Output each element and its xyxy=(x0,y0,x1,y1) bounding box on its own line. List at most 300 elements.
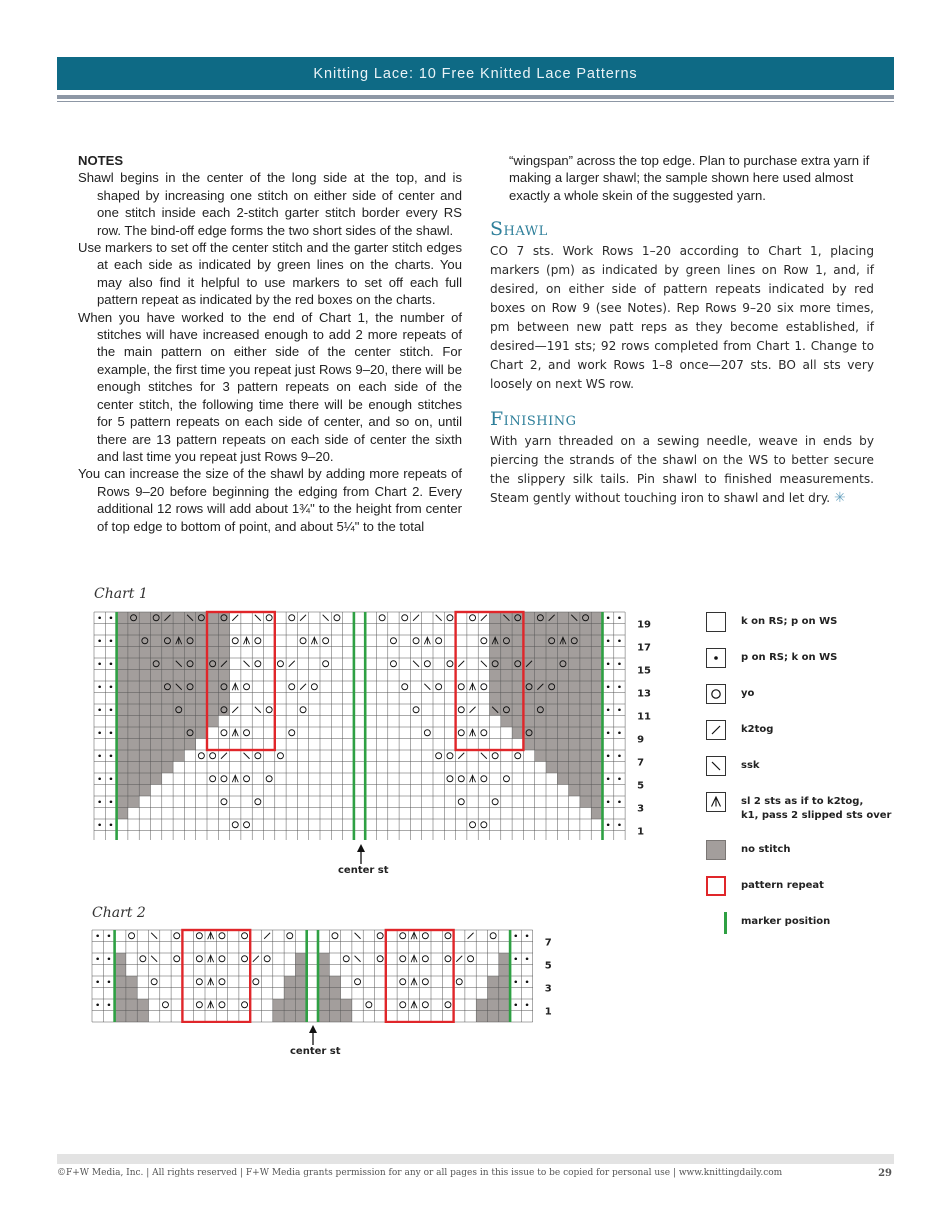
no-stitch-cell xyxy=(329,999,340,1011)
no-stitch-cell xyxy=(139,716,150,728)
no-stitch-cell xyxy=(151,647,162,659)
row-number-label: 13 xyxy=(637,688,652,700)
no-stitch-cell xyxy=(117,727,128,739)
purl-dot-icon xyxy=(706,648,726,668)
no-stitch-cell xyxy=(128,612,139,624)
no-stitch-cell xyxy=(569,704,580,716)
no-stitch-cell xyxy=(173,716,184,728)
no-stitch-cell xyxy=(139,693,150,705)
row-number-label: 19 xyxy=(637,619,652,631)
no-stitch-cell xyxy=(184,693,195,705)
no-stitch-cell xyxy=(488,976,499,988)
purl-dot-symbol xyxy=(110,708,113,711)
purl-dot-symbol xyxy=(607,731,610,734)
purl-dot-symbol xyxy=(526,957,529,960)
instructions-column xyxy=(490,152,874,508)
no-stitch-cell xyxy=(546,704,557,716)
no-stitch-cell xyxy=(115,1011,126,1023)
no-stitch-cell xyxy=(151,693,162,705)
knit-symbol-icon xyxy=(706,612,726,632)
purl-dot-symbol xyxy=(607,823,610,826)
legend-label xyxy=(741,795,891,823)
no-stitch-cell xyxy=(490,647,501,659)
no-stitch-cell xyxy=(151,670,162,682)
marker-line-icon xyxy=(724,912,727,934)
no-stitch-cell xyxy=(546,658,557,670)
no-stitch-cell xyxy=(341,999,352,1011)
no-stitch-cell xyxy=(139,647,150,659)
no-stitch-cell xyxy=(128,739,139,751)
purl-dot-symbol xyxy=(110,754,113,757)
no-stitch-cell xyxy=(173,750,184,762)
no-stitch-cell xyxy=(546,647,557,659)
no-stitch-cell xyxy=(295,988,306,1000)
chart2-center-label: center st xyxy=(290,1046,341,1057)
no-stitch-cell xyxy=(580,693,591,705)
no-stitch-cell xyxy=(284,1011,295,1023)
page-number: 29 xyxy=(878,1168,892,1179)
purl-dot-symbol xyxy=(110,731,113,734)
no-stitch-cell xyxy=(499,976,510,988)
no-stitch-cell xyxy=(557,624,568,636)
no-stitch-cell xyxy=(546,670,557,682)
double-decrease-icon xyxy=(706,792,726,812)
no-stitch-cell xyxy=(512,693,523,705)
purl-dot-symbol xyxy=(98,777,101,780)
no-stitch-cell xyxy=(196,681,207,693)
no-stitch-cell xyxy=(569,624,580,636)
no-stitch-cell xyxy=(284,976,295,988)
no-stitch-cell xyxy=(557,762,568,774)
no-stitch-cell xyxy=(184,739,195,751)
no-stitch-cell xyxy=(128,773,139,785)
purl-dot-symbol xyxy=(526,1003,529,1006)
no-stitch-cell xyxy=(207,693,218,705)
no-stitch-cell xyxy=(128,785,139,797)
purl-dot-symbol xyxy=(618,616,621,619)
no-stitch-cell xyxy=(490,612,501,624)
no-stitch-cell xyxy=(117,762,128,774)
no-stitch-cell xyxy=(569,647,580,659)
no-stitch-cell xyxy=(128,658,139,670)
no-stitch-cell xyxy=(273,999,284,1011)
no-stitch-cell xyxy=(128,762,139,774)
no-stitch-cell xyxy=(284,988,295,1000)
legend-label: k on RS; p on WS xyxy=(741,616,838,627)
no-stitch-cell xyxy=(512,681,523,693)
purl-dot-symbol xyxy=(108,980,111,983)
no-stitch-cell xyxy=(196,727,207,739)
no-stitch-cell xyxy=(173,647,184,659)
no-stitch-cell xyxy=(117,612,128,624)
no-stitch-cell xyxy=(591,681,602,693)
no-stitch-cell xyxy=(115,953,126,965)
no-stitch-cell xyxy=(173,727,184,739)
no-stitch-cell xyxy=(151,612,162,624)
purl-dot-symbol xyxy=(607,754,610,757)
no-stitch-cell xyxy=(523,647,534,659)
no-stitch-cell xyxy=(523,716,534,728)
no-stitch-cell xyxy=(523,612,534,624)
no-stitch-cell xyxy=(162,658,173,670)
purl-dot-symbol xyxy=(618,800,621,803)
no-stitch-cell xyxy=(162,716,173,728)
no-stitch-cell xyxy=(196,704,207,716)
no-stitch-cell xyxy=(591,785,602,797)
no-stitch-cell xyxy=(501,716,512,728)
no-stitch-cell xyxy=(173,704,184,716)
no-stitch-cell xyxy=(139,612,150,624)
no-stitch-cell xyxy=(546,681,557,693)
no-stitch-cell xyxy=(546,635,557,647)
no-stitch-cell xyxy=(196,612,207,624)
no-stitch-cell xyxy=(499,953,510,965)
page-header-banner xyxy=(57,57,894,90)
no-stitch-cell xyxy=(117,739,128,751)
purl-dot-symbol xyxy=(98,639,101,642)
no-stitch-cell xyxy=(535,624,546,636)
no-stitch-cell xyxy=(117,808,128,820)
no-stitch-cell xyxy=(501,693,512,705)
no-stitch-cell xyxy=(139,635,150,647)
no-stitch-cell xyxy=(117,647,128,659)
legend-label: marker position xyxy=(741,916,831,927)
purl-dot-symbol xyxy=(110,616,113,619)
no-stitch-cell xyxy=(128,796,139,808)
no-stitch-cell xyxy=(151,727,162,739)
purl-dot-symbol xyxy=(607,662,610,665)
no-stitch-cell xyxy=(117,704,128,716)
no-stitch-cell xyxy=(207,612,218,624)
no-stitch-cell xyxy=(117,658,128,670)
purl-dot-symbol xyxy=(110,662,113,665)
k2tog-icon xyxy=(706,720,726,740)
no-stitch-cell xyxy=(196,635,207,647)
no-stitch-cell xyxy=(580,658,591,670)
no-stitch-cell xyxy=(569,716,580,728)
no-stitch-cell xyxy=(117,670,128,682)
no-stitch-cell xyxy=(151,739,162,751)
no-stitch-cell xyxy=(295,999,306,1011)
purl-dot-symbol xyxy=(607,685,610,688)
note-paragraph: Shawl begins in the center of the long side at the top, and is shaped by increasing one stitch on either side of center and one stitch inside each 2-stitch garter stitch border every RS row. The bind-off edge forms the two short sides of the shawl. xyxy=(78,170,462,238)
no-stitch-cell xyxy=(523,727,534,739)
no-stitch-cell xyxy=(329,988,340,1000)
no-stitch-cell xyxy=(557,612,568,624)
no-stitch-cell xyxy=(207,624,218,636)
no-stitch-cell xyxy=(569,658,580,670)
no-stitch-cell xyxy=(523,670,534,682)
no-stitch-cell xyxy=(580,750,591,762)
no-stitch-cell xyxy=(128,670,139,682)
no-stitch-cell xyxy=(580,773,591,785)
no-stitch-cell xyxy=(591,727,602,739)
no-stitch-cell xyxy=(295,953,306,965)
no-stitch-cell xyxy=(512,624,523,636)
purl-dot-symbol xyxy=(607,800,610,803)
no-stitch-cell xyxy=(591,808,602,820)
footer-bar xyxy=(57,1154,894,1164)
no-stitch-cell xyxy=(580,670,591,682)
footer xyxy=(57,1168,894,1178)
no-stitch-cell xyxy=(117,750,128,762)
no-stitch-cell xyxy=(318,976,329,988)
no-stitch-cell xyxy=(207,647,218,659)
shawl-heading: Shawl xyxy=(490,218,548,241)
no-stitch-cell xyxy=(488,999,499,1011)
no-stitch-cell xyxy=(173,612,184,624)
no-stitch-cell xyxy=(218,624,229,636)
no-stitch-cell xyxy=(591,704,602,716)
no-stitch-cell xyxy=(196,647,207,659)
no-stitch-cell xyxy=(207,716,218,728)
notes-heading: NOTES xyxy=(78,153,124,168)
no-stitch-cell xyxy=(162,762,173,774)
purl-dot-symbol xyxy=(96,1003,99,1006)
no-stitch-cell xyxy=(139,762,150,774)
no-stitch-cell xyxy=(591,796,602,808)
no-stitch-cell xyxy=(580,796,591,808)
no-stitch-cell xyxy=(488,1011,499,1023)
no-stitch-cell xyxy=(139,658,150,670)
purl-dot-symbol xyxy=(618,777,621,780)
no-stitch-cell xyxy=(569,670,580,682)
purl-dot-symbol xyxy=(98,616,101,619)
no-stitch-cell xyxy=(476,1011,487,1023)
purl-dot-symbol xyxy=(514,1003,517,1006)
no-stitch-cell xyxy=(128,716,139,728)
no-stitch-cell xyxy=(196,716,207,728)
no-stitch-cell xyxy=(591,762,602,774)
no-stitch-cell xyxy=(512,635,523,647)
purl-dot-symbol xyxy=(607,639,610,642)
no-stitch-cell xyxy=(318,999,329,1011)
note-paragraph: Use markers to set off the center stitch and the garter stitch edges at each side as indicated by green lines on the charts. You may also find it helpful to use markers to set off each full pattern repeat as indicated by the red boxes on the charts. xyxy=(78,240,462,308)
purl-dot-symbol xyxy=(98,685,101,688)
no-stitch-cell xyxy=(591,773,602,785)
no-stitch-cell xyxy=(184,704,195,716)
no-stitch-cell xyxy=(546,750,557,762)
pattern-repeat-box-icon xyxy=(706,876,726,896)
row-number-label: 5 xyxy=(544,960,552,972)
no-stitch-cell xyxy=(151,704,162,716)
legend-label: k2tog xyxy=(741,724,774,735)
no-stitch-cell xyxy=(117,681,128,693)
no-stitch-cell xyxy=(591,624,602,636)
row-number-label: 3 xyxy=(637,803,645,815)
no-stitch-cell xyxy=(126,988,137,1000)
purl-dot-symbol xyxy=(108,934,111,937)
no-stitch-cell xyxy=(580,716,591,728)
no-stitch-cell xyxy=(535,612,546,624)
no-stitch-cell xyxy=(546,762,557,774)
no-stitch-cell xyxy=(318,988,329,1000)
purl-dot-symbol xyxy=(98,823,101,826)
no-stitch-cell xyxy=(117,785,128,797)
no-stitch-cell xyxy=(591,750,602,762)
no-stitch-cell xyxy=(591,739,602,751)
no-stitch-cell xyxy=(318,965,329,977)
no-stitch-cell xyxy=(499,999,510,1011)
no-stitch-cell xyxy=(151,658,162,670)
no-stitch-cell xyxy=(218,670,229,682)
finishing-heading: Finishing xyxy=(490,408,577,431)
no-stitch-cell xyxy=(162,693,173,705)
no-stitch-cell xyxy=(218,693,229,705)
no-stitch-cell xyxy=(512,612,523,624)
no-stitch-cell xyxy=(535,716,546,728)
no-stitch-cell xyxy=(569,773,580,785)
purl-dot-symbol xyxy=(514,934,517,937)
no-stitch-cell xyxy=(523,693,534,705)
no-stitch-cell xyxy=(591,670,602,682)
no-stitch-cell xyxy=(557,716,568,728)
no-stitch-cell xyxy=(137,1011,148,1023)
no-stitch-cell xyxy=(557,727,568,739)
no-stitch-cell xyxy=(546,739,557,751)
notes-column xyxy=(78,152,462,535)
chart1-grid xyxy=(88,608,658,840)
center-arrow-icon xyxy=(354,844,368,864)
finishing-text: With yarn threaded on a sewing needle, weave in ends by piercing the strands of the shawl on the WS to better secure the slippery silk tails. Pin shawl to finished measurements. Steam gently without touching iron to shawl and let dry. xyxy=(490,434,874,506)
no-stitch-cell xyxy=(546,624,557,636)
no-stitch-cell xyxy=(207,681,218,693)
row-number-label: 15 xyxy=(637,665,652,677)
no-stitch-cell xyxy=(535,658,546,670)
no-stitch-cell xyxy=(580,785,591,797)
no-stitch-cell xyxy=(295,1011,306,1023)
legend-label: yo xyxy=(741,688,755,699)
no-stitch-cell xyxy=(115,965,126,977)
no-stitch-cell xyxy=(546,693,557,705)
purl-dot-symbol xyxy=(618,823,621,826)
no-stitch-cell xyxy=(218,635,229,647)
no-stitch-cell xyxy=(523,704,534,716)
legend-label-line1: sl 2 sts as if to k2tog, xyxy=(741,796,864,807)
no-stitch-cell xyxy=(218,612,229,624)
no-stitch-cell xyxy=(501,670,512,682)
no-stitch-cell xyxy=(557,750,568,762)
purl-dot-symbol xyxy=(607,616,610,619)
purl-dot-symbol xyxy=(607,708,610,711)
no-stitch-cell xyxy=(117,624,128,636)
no-stitch-cell xyxy=(115,988,126,1000)
no-stitch-cell xyxy=(173,739,184,751)
no-stitch-cell xyxy=(523,681,534,693)
no-stitch-cell xyxy=(128,681,139,693)
no-stitch-cell xyxy=(490,693,501,705)
no-stitch-cell xyxy=(162,727,173,739)
no-stitch-cell xyxy=(580,612,591,624)
row-number-label: 7 xyxy=(544,937,552,949)
no-stitch-cell xyxy=(591,716,602,728)
purl-dot-symbol xyxy=(98,708,101,711)
no-stitch-cell xyxy=(523,624,534,636)
no-stitch-cell xyxy=(151,750,162,762)
no-stitch-cell xyxy=(162,704,173,716)
no-stitch-cell xyxy=(557,670,568,682)
no-stitch-cell xyxy=(580,727,591,739)
row-number-label: 5 xyxy=(637,780,645,792)
no-stitch-cell xyxy=(184,658,195,670)
no-stitch-cell xyxy=(569,739,580,751)
chart2-grid xyxy=(86,927,566,1023)
no-stitch-cell xyxy=(117,773,128,785)
no-stitch-cell xyxy=(151,773,162,785)
no-stitch-cell xyxy=(184,681,195,693)
no-stitch-cell xyxy=(184,716,195,728)
row-number-label: 1 xyxy=(544,1006,552,1018)
chart1-title: Chart 1 xyxy=(94,586,148,602)
purl-dot-symbol xyxy=(618,731,621,734)
no-stitch-cell xyxy=(151,762,162,774)
purl-dot-symbol xyxy=(526,980,529,983)
no-stitch-cell xyxy=(128,624,139,636)
no-stitch-cell xyxy=(128,693,139,705)
no-stitch-cell xyxy=(512,670,523,682)
no-stitch-cell xyxy=(569,785,580,797)
no-stitch-cell xyxy=(501,658,512,670)
no-stitch-cell xyxy=(512,647,523,659)
page-header-title: Knitting Lace: 10 Free Knitted Lace Patterns xyxy=(313,65,638,82)
no-stitch-cell xyxy=(117,635,128,647)
no-stitch-cell xyxy=(501,681,512,693)
no-stitch-cell xyxy=(591,693,602,705)
no-stitch-cell xyxy=(501,647,512,659)
purl-dot-symbol xyxy=(618,708,621,711)
no-stitch-cell xyxy=(162,681,173,693)
no-stitch-cell xyxy=(151,624,162,636)
no-stitch-cell xyxy=(218,704,229,716)
no-stitch-cell xyxy=(196,658,207,670)
no-stitch-cell xyxy=(128,727,139,739)
purl-dot-symbol xyxy=(108,957,111,960)
legend-label: no stitch xyxy=(741,844,791,855)
notes-continuation: “wingspan” across the top edge. Plan to purchase extra yarn if making a larger shawl; the sample shown here used almost exactly a whole skein of the suggested yarn. xyxy=(509,153,870,203)
no-stitch-cell xyxy=(184,647,195,659)
purl-dot-symbol xyxy=(110,639,113,642)
no-stitch-cell xyxy=(523,739,534,751)
no-stitch-cell xyxy=(499,988,510,1000)
legend-label: p on RS; k on WS xyxy=(741,652,838,663)
legend-label: ssk xyxy=(741,760,760,771)
header-rule-thin xyxy=(57,101,894,102)
no-stitch-cell xyxy=(151,716,162,728)
no-stitch-cell xyxy=(591,635,602,647)
no-stitch-cell xyxy=(218,681,229,693)
no-stitch-cell xyxy=(535,647,546,659)
no-stitch-cell xyxy=(139,681,150,693)
no-stitch-cell xyxy=(162,739,173,751)
no-stitch-cell xyxy=(557,739,568,751)
no-stitch-cell xyxy=(139,750,150,762)
purl-dot-symbol xyxy=(618,754,621,757)
no-stitch-cell xyxy=(126,976,137,988)
footer-text: ©F+W Media, Inc. | All rights reserved | F+W Media grants permission for any or all pages in this issue to be copied for personal use | www.knittingdaily.com xyxy=(57,1168,783,1178)
chart1-center-label: center st xyxy=(338,865,389,876)
no-stitch-cell xyxy=(535,635,546,647)
purl-dot-symbol xyxy=(514,957,517,960)
no-stitch-cell xyxy=(557,693,568,705)
no-stitch-cell xyxy=(580,762,591,774)
purl-dot-symbol xyxy=(110,685,113,688)
purl-dot-symbol xyxy=(618,662,621,665)
no-stitch-cell xyxy=(569,762,580,774)
purl-dot-symbol xyxy=(96,980,99,983)
no-stitch-cell xyxy=(591,658,602,670)
center-arrow-icon xyxy=(306,1025,320,1045)
no-stitch-cell xyxy=(535,704,546,716)
